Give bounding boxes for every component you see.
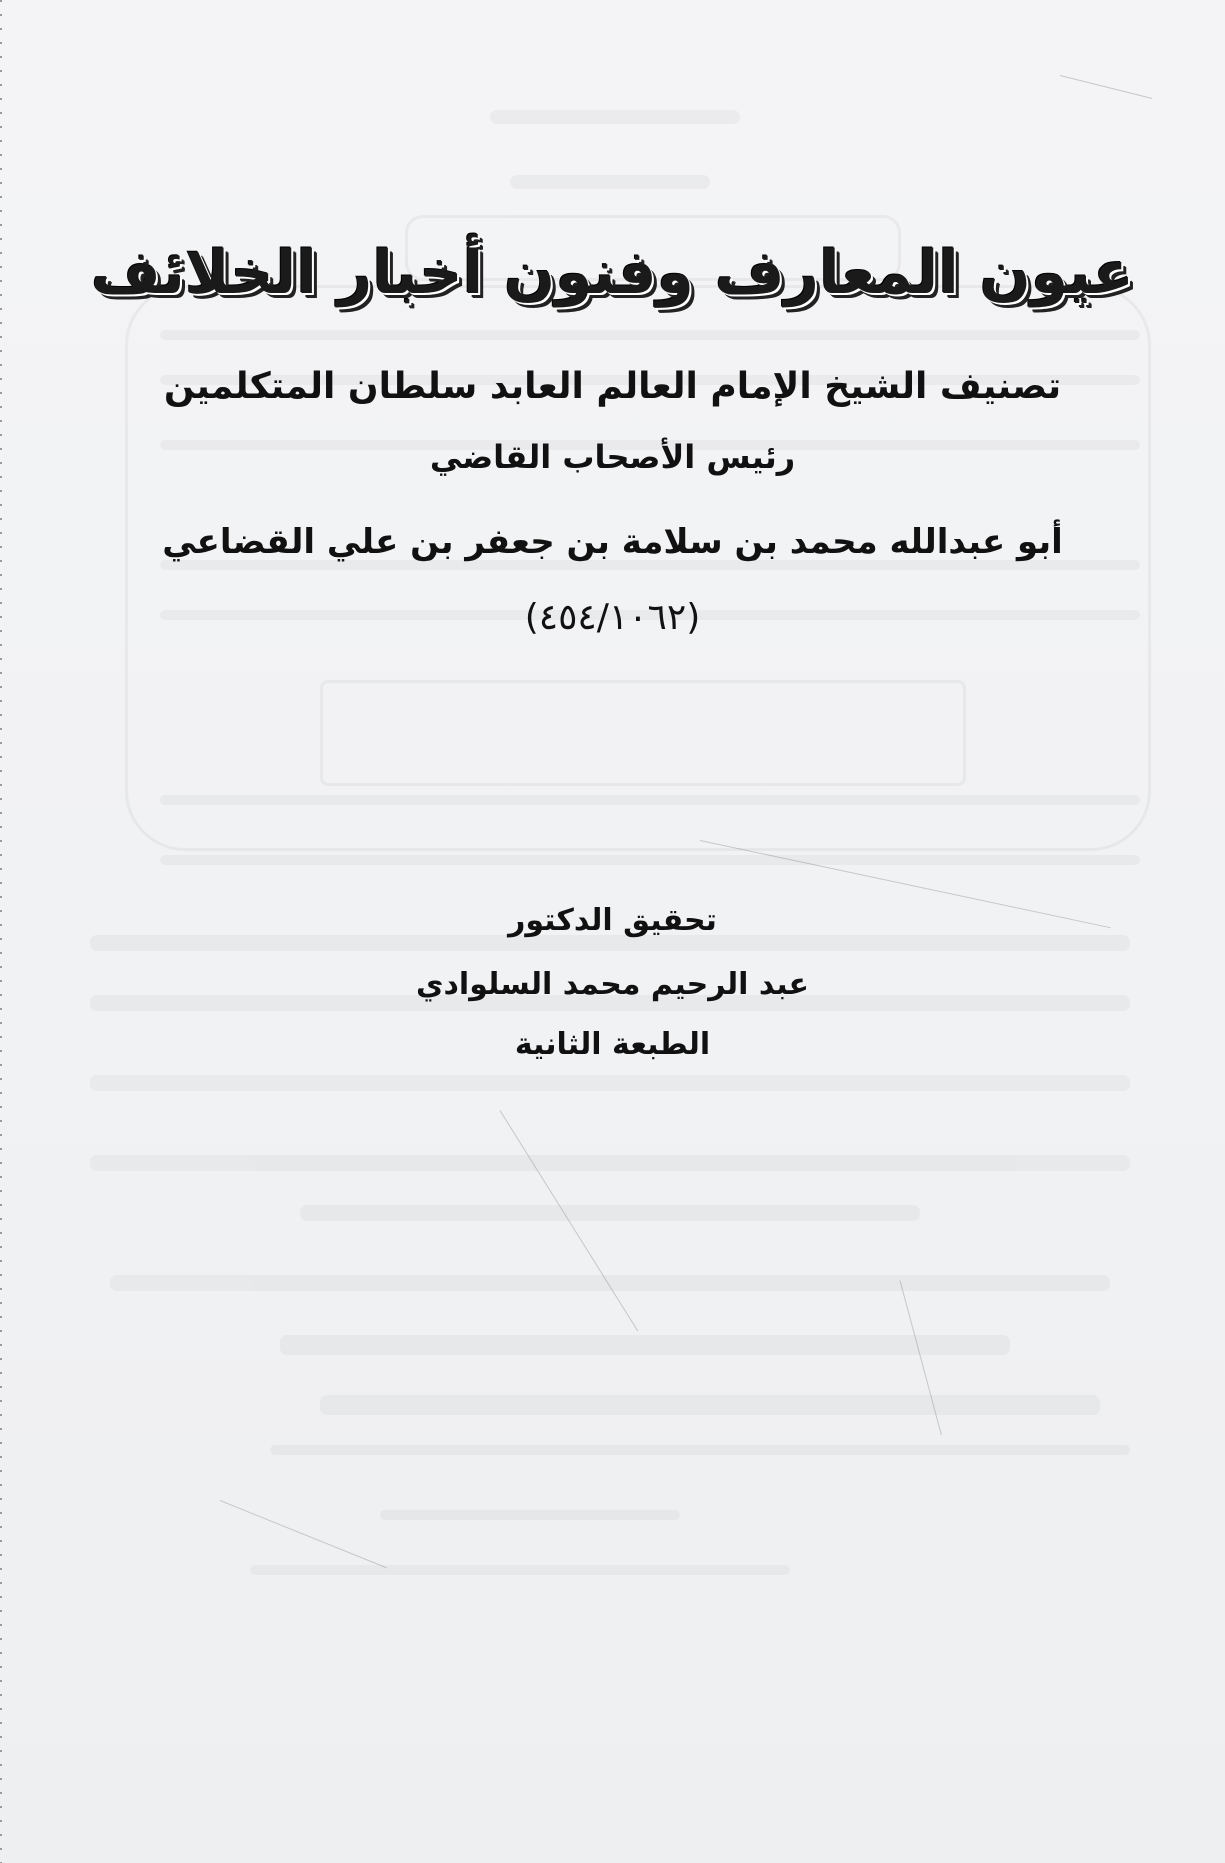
scan-scratch (220, 1500, 387, 1568)
author-title: رئيس الأصحاب القاضي (429, 438, 796, 476)
edition-label: الطبعة الثانية (514, 1027, 711, 1062)
editor-label: تحقيق الدكتور (508, 903, 717, 938)
author-description: تصنيف الشيخ الإمام العالم العابد سلطان المتكلمين (163, 366, 1062, 407)
scan-scratch (1060, 75, 1152, 99)
book-title: عيون المعارف وفنون أخبار الخلائف (91, 238, 1134, 308)
author-dates: (٤٥٤/١٠٦٢) (524, 597, 701, 638)
scan-scratch (900, 1280, 942, 1435)
scan-scratch (500, 1110, 639, 1331)
author-name: أبو عبدالله محمد بن سلامة بن جعفر بن علي القضاعي (162, 522, 1063, 562)
editor-name: عبد الرحيم محمد السلوادي (416, 967, 809, 1002)
